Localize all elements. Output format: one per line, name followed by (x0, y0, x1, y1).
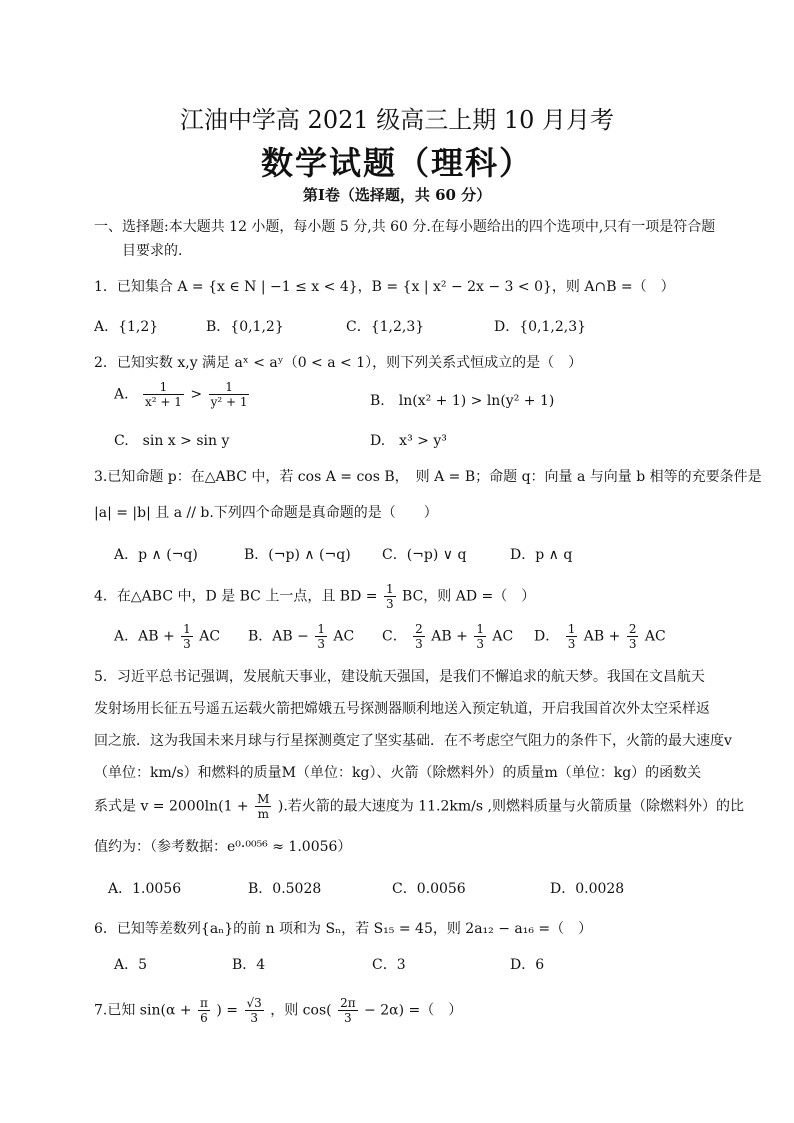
q2-a-num2: 1 (209, 380, 250, 395)
q2-stem: 2．已知实数 x,y 满足 aˣ < aʸ（0 < a < 1），则下列关系式恒成立的是（ ） (94, 355, 583, 371)
q7-mid2: ，则 cos( (270, 1002, 332, 1019)
q2-a-den2: y² + 1 (210, 395, 248, 409)
q4-option-a (114, 622, 220, 651)
q7-mid1: ) = (216, 1002, 239, 1019)
q4-d-frac1 (566, 622, 578, 651)
q4-c-frac1 (413, 622, 425, 651)
q3-option-a: A．p ∧ (¬q) (114, 547, 198, 563)
q7-frac3 (338, 996, 358, 1025)
q4-d-post: AC (644, 628, 666, 645)
q5-line5-post: ).若火箭的最大速度为 11.2km/s ,则燃料质量与火箭质量（除燃料外）的比 (277, 798, 744, 815)
q4-stem-frac (384, 582, 396, 611)
q4-stem-den: 3 (385, 597, 394, 611)
q6-option-d: D．6 (510, 957, 545, 973)
q4-d-num1: 1 (567, 622, 576, 636)
q6-stem: 6．已知等差数列{aₙ}的前 n 项和为 Sₙ，若 S₁₅ = 45，则 2a₁₂ − a₁₆ =（ ） (94, 921, 593, 937)
q5-option-c: C．0.0056 (392, 881, 466, 897)
q7-frac2 (245, 996, 264, 1025)
q3-option-b: B．(¬p) ∧ (¬q) (244, 547, 351, 563)
q5-frac-den: m (257, 807, 269, 821)
exam-title: 江油中学高 2021 级高三上期 10 月月考 (179, 106, 615, 134)
q4-c-pre: C． (382, 628, 407, 645)
q3-line2: |a| = |b| 且 a // b.下列四个命题是真命题的是（ ） (94, 505, 438, 521)
q5-line5-pre: 系式是 v = 2000ln(1 + (94, 798, 249, 815)
q4-c-num1: 2 (415, 622, 423, 636)
q4-stem (94, 582, 535, 611)
q4-b-frac (315, 622, 327, 651)
q5-line1: 5．习近平总书记强调，发展航天事业，建设航天强国，是我们不懈追求的航天梦。我国在文昌航天 (94, 669, 705, 685)
q4-d-mid: AB + (583, 628, 621, 645)
q7-post: − 2α) =（ ） (364, 1002, 463, 1019)
q7-pre: 7.已知 sin(α + (94, 1002, 192, 1019)
q5-line3: 回之旅．这为我国未来月球与行星探测奠定了坚实基础．在不考虑空气阻力的条件下，火箭的最大速度v (94, 733, 732, 749)
q2-option-c: C. sin x > sin y (114, 433, 230, 449)
q6-option-c: C．3 (372, 957, 406, 973)
section-title: 第Ⅰ卷（选择题，共 60 分） (302, 186, 492, 204)
q2-a-den1: x² + 1 (145, 395, 182, 409)
q2-option-b: B. ln(x² + 1) > ln(y² + 1) (370, 393, 555, 409)
q4-a-post: AC (199, 628, 221, 645)
q4-b-post: AC (333, 628, 355, 645)
q7-num1: π (200, 996, 208, 1010)
q4-a-num: 1 (183, 622, 191, 636)
q7-den1: 6 (200, 1011, 208, 1025)
q4-option-b (248, 622, 354, 651)
q6-option-a: A．5 (114, 957, 148, 973)
q4-b-pre: B．AB − (248, 628, 309, 645)
q5-frac-num: M (257, 792, 270, 806)
q5-option-a: A．1.0056 (108, 881, 182, 897)
q1-stem: 1．已知集合 A = {x ∈ N | −1 ≤ x < 4}，B = {x | x² − 2x − 3 < 0}，则 A∩B =（ ） (94, 279, 675, 295)
q2-option-a (114, 380, 251, 409)
instructions-line1: 一、选择题:本大题共 12 小题，每小题 5 分,共 60 分.在每小题给出的四个选项中,只有一项是符合题 (94, 219, 716, 235)
q7-frac1 (198, 996, 210, 1025)
q4-a-pre: A．AB + (114, 628, 175, 645)
q2-a-label: A. (114, 386, 129, 403)
q1-option-b: B．{0,1,2} (206, 319, 284, 335)
q2-a-op: > (190, 386, 203, 403)
q4-stem-post: BC，则 AD =（ ） (402, 588, 536, 605)
subject-title: 数学试题（理科） (260, 144, 533, 182)
q4-d-den1: 3 (567, 637, 576, 651)
q5-line2: 发射场用长征五号遥五运载火箭把嫦娥五号探测器顺利地送入预定轨道，开启我国首次外太空采样返 (94, 701, 710, 717)
q4-c-post: AC (492, 628, 514, 645)
q4-d-num2: 2 (628, 622, 637, 636)
instructions-line2: 目要求的. (122, 243, 183, 259)
q4-c-frac2 (474, 622, 486, 651)
q4-stem-num: 1 (385, 582, 394, 596)
q5-option-d: D．0.0028 (550, 881, 625, 897)
q4-d-pre: D． (534, 628, 560, 645)
q2-option-d: D. x³ > y³ (370, 433, 447, 449)
q4-d-den2: 3 (628, 637, 637, 651)
q2-a-frac1 (143, 380, 184, 409)
q4-a-frac (181, 622, 193, 651)
q4-option-c (382, 622, 513, 651)
q5-line6: 值约为：（参考数据：e⁰·⁰⁰⁵⁶ ≈ 1.0056） (94, 839, 352, 855)
q1-option-c: C．{1,2,3} (346, 319, 425, 335)
q4-c-num2: 1 (476, 622, 484, 636)
q7-num2: √3 (246, 996, 262, 1010)
q7-stem (94, 996, 462, 1025)
q7-den3: 3 (344, 1011, 352, 1025)
q3-option-c: C．(¬p) ∨ q (382, 547, 467, 563)
q1-option-a: A．{1,2} (94, 319, 159, 335)
q4-c-mid: AB + (431, 628, 468, 645)
q6-option-b: B．4 (232, 957, 266, 973)
q4-d-frac2 (627, 622, 639, 651)
q4-stem-pre: 4．在△ABC 中，D 是 BC 上一点，且 BD = (94, 588, 378, 605)
q2-a-num1: 1 (143, 380, 184, 395)
q1-option-d: D．{0,1,2,3} (494, 319, 587, 335)
q3-line1: 3.已知命题 p：在△ABC 中，若 cos A = cos B， 则 A = B；命题 q：向量 a 与向量 b 相等的充要条件是 (94, 469, 762, 485)
q3-option-d: D．p ∧ q (510, 547, 573, 563)
q4-b-num: 1 (317, 622, 325, 636)
q5-line4: （单位：km/s）和燃料的质量M（单位：kg）、火箭（除燃料外）的质量m（单位：kg）的函数关 (94, 765, 702, 781)
q5-option-b: B．0.5028 (248, 881, 322, 897)
q4-option-d (534, 622, 666, 651)
q5-line5 (94, 792, 744, 821)
q7-den2: 3 (250, 1011, 258, 1025)
q4-c-den1: 3 (415, 637, 423, 651)
q4-b-den: 3 (317, 637, 325, 651)
q4-a-den: 3 (183, 637, 191, 651)
q2-a-frac2 (209, 380, 250, 409)
q7-num3: 2π (340, 996, 356, 1010)
q4-c-den2: 3 (476, 637, 484, 651)
q5-frac (255, 792, 271, 821)
